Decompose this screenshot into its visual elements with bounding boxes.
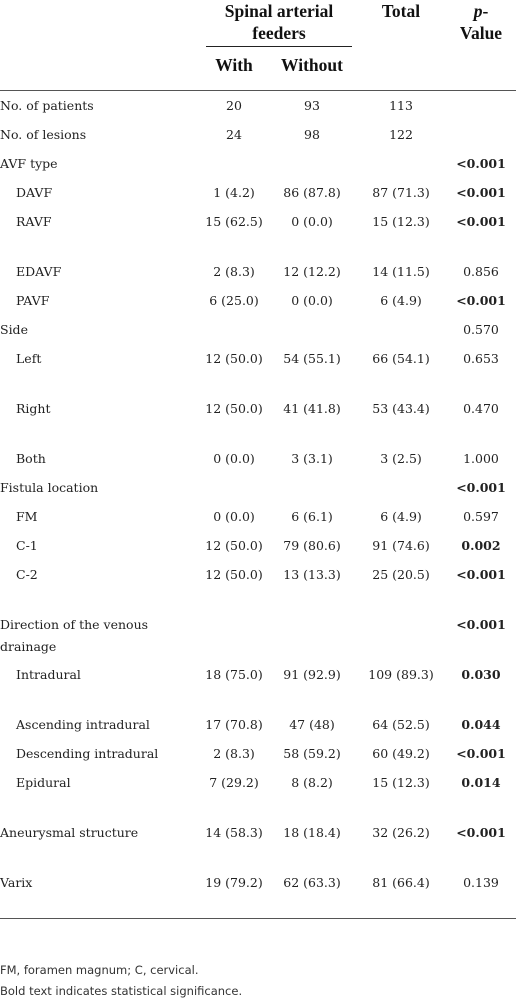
- cell-without: [268, 660, 356, 710]
- cell-without-text: 62 (63.3): [283, 875, 341, 890]
- cell-with: [200, 207, 268, 257]
- cell-total: [356, 502, 446, 531]
- row-label: [0, 149, 200, 178]
- table-row: [0, 560, 516, 610]
- row-label-text: Varix: [0, 875, 33, 890]
- cell-pvalue: [446, 502, 516, 531]
- cell-without-text: 8 (8.2): [291, 775, 333, 790]
- header-total: Total: [381, 1, 421, 21]
- row-label-text: Intradural: [16, 667, 81, 682]
- cell-with: [200, 315, 268, 344]
- table-row: [0, 286, 516, 315]
- cell-without: [268, 394, 356, 444]
- cell-total-text: 32 (26.2): [372, 825, 430, 840]
- cell-without-text: 86 (87.8): [283, 185, 341, 200]
- cell-pvalue-text: <0.001: [456, 617, 506, 632]
- row-label-text: RAVF: [16, 214, 52, 229]
- cell-without: [268, 473, 356, 502]
- cell-without-text: 58 (59.2): [283, 746, 341, 761]
- row-label-text: FM: [16, 509, 38, 524]
- cell-with-text: 1 (4.2): [213, 185, 255, 200]
- cell-without: [268, 818, 356, 868]
- cell-pvalue-text: 0.470: [463, 401, 499, 416]
- cell-pvalue: [446, 120, 516, 149]
- cell-with-text: 6 (25.0): [209, 293, 259, 308]
- cell-total: [356, 868, 446, 919]
- header-pvalue: [446, 0, 516, 86]
- cell-pvalue: [446, 178, 516, 207]
- cell-pvalue-text: 1.000: [463, 451, 499, 466]
- cell-total-text: 15 (12.3): [372, 775, 430, 790]
- header-feeders: [200, 0, 356, 48]
- header-feeders-label: Spinal arterial feeders: [206, 0, 352, 47]
- cell-without: [268, 444, 356, 473]
- row-label-text: No. of patients: [0, 98, 94, 113]
- cell-without: [268, 739, 356, 768]
- cell-pvalue-text: 0.044: [461, 717, 501, 732]
- cell-without-text: 6 (6.1): [291, 509, 333, 524]
- cell-without: [268, 315, 356, 344]
- cell-pvalue-text: <0.001: [456, 293, 506, 308]
- cell-with: [200, 768, 268, 818]
- cell-pvalue-text: 0.653: [463, 351, 499, 366]
- table-row: [0, 660, 516, 710]
- cell-with: [200, 818, 268, 868]
- cell-total-text: 109 (89.3): [368, 667, 434, 682]
- row-label: [0, 315, 200, 344]
- cell-with: [200, 91, 268, 121]
- cell-pvalue: [446, 91, 516, 121]
- cell-without: [268, 868, 356, 919]
- cell-pvalue-text: <0.001: [456, 156, 506, 171]
- cell-with-text: 7 (29.2): [209, 775, 259, 790]
- cell-total-text: 53 (43.4): [372, 401, 430, 416]
- cell-without: [268, 610, 356, 660]
- cell-total: [356, 178, 446, 207]
- cell-total-text: 15 (12.3): [372, 214, 430, 229]
- table-row: [0, 257, 516, 286]
- table-row: [0, 739, 516, 768]
- cell-total-text: 60 (49.2): [372, 746, 430, 761]
- row-label: [0, 344, 200, 394]
- header-with: With: [215, 55, 253, 75]
- cell-with: [200, 531, 268, 560]
- cell-total: [356, 739, 446, 768]
- cell-pvalue: [446, 768, 516, 818]
- cell-with-text: 2 (8.3): [213, 746, 255, 761]
- cell-pvalue-text: <0.001: [456, 480, 506, 495]
- cell-with-text: 0 (0.0): [213, 509, 255, 524]
- row-label-text: Right: [16, 401, 51, 416]
- table-row: [0, 768, 516, 818]
- footnote-abbrev: FM, foramen magnum; C, cervical.: [0, 963, 199, 977]
- table-row: [0, 444, 516, 473]
- cell-total: [356, 91, 446, 121]
- cell-with-text: 18 (75.0): [205, 667, 263, 682]
- cell-total: [356, 444, 446, 473]
- cell-total: [356, 560, 446, 610]
- row-label-text: Descending intradural: [16, 746, 159, 761]
- cell-without: [268, 207, 356, 257]
- row-label-text: AVF type: [0, 156, 58, 171]
- cell-without-text: 18 (18.4): [283, 825, 341, 840]
- cell-total-text: 66 (54.1): [372, 351, 430, 366]
- row-label: [0, 502, 200, 531]
- cell-pvalue: [446, 473, 516, 502]
- cell-with-text: 12 (50.0): [205, 538, 263, 553]
- cell-total-text: 122: [389, 127, 413, 142]
- row-label: [0, 531, 200, 560]
- cell-pvalue: [446, 207, 516, 257]
- table-row: [0, 473, 516, 502]
- row-label: [0, 286, 200, 315]
- cell-pvalue: [446, 818, 516, 868]
- table-row: [0, 531, 516, 560]
- table-row: [0, 315, 516, 344]
- cell-total-text: 6 (4.9): [380, 509, 422, 524]
- cell-without-text: 79 (80.6): [283, 538, 341, 553]
- cell-without: [268, 149, 356, 178]
- cell-pvalue: [446, 257, 516, 286]
- cell-with: [200, 178, 268, 207]
- cell-without: [268, 768, 356, 818]
- cell-without-text: 0 (0.0): [291, 214, 333, 229]
- row-label: [0, 560, 200, 610]
- cell-with-text: 0 (0.0): [213, 451, 255, 466]
- row-label: [0, 444, 200, 473]
- cell-with: [200, 257, 268, 286]
- cell-total-text: 81 (66.4): [372, 875, 430, 890]
- row-label-text: EDAVF: [16, 264, 62, 279]
- cell-with: [200, 394, 268, 444]
- cell-without: [268, 502, 356, 531]
- cell-pvalue: [446, 394, 516, 444]
- cell-pvalue-text: <0.001: [456, 185, 506, 200]
- cell-without-text: 13 (13.3): [283, 567, 341, 582]
- cell-pvalue: [446, 444, 516, 473]
- row-label-text: DAVF: [16, 185, 53, 200]
- table-row: [0, 710, 516, 739]
- cell-pvalue-text: 0.139: [463, 875, 499, 890]
- cell-with: [200, 149, 268, 178]
- cell-with: [200, 739, 268, 768]
- table-row: [0, 818, 516, 868]
- cell-without: [268, 286, 356, 315]
- row-label: [0, 818, 200, 868]
- cell-pvalue: [446, 286, 516, 315]
- cell-with: [200, 502, 268, 531]
- header-row-1: [0, 0, 516, 48]
- row-label: [0, 207, 200, 257]
- cell-with: [200, 444, 268, 473]
- cell-total: [356, 315, 446, 344]
- cell-pvalue-text: 0.002: [461, 538, 501, 553]
- row-label: [0, 394, 200, 444]
- cell-total-text: 3 (2.5): [380, 451, 422, 466]
- cell-pvalue: [446, 710, 516, 739]
- cell-pvalue: [446, 315, 516, 344]
- row-label: [0, 610, 200, 660]
- row-label: [0, 257, 200, 286]
- header-pvalue-p: p: [473, 1, 483, 21]
- cell-total: [356, 257, 446, 286]
- cell-with-text: 19 (79.2): [205, 875, 263, 890]
- table-row: [0, 868, 516, 919]
- header-without: Without: [281, 55, 343, 75]
- row-label-text: No. of lesions: [0, 127, 87, 142]
- row-label: [0, 768, 200, 818]
- cell-with-text: 2 (8.3): [213, 264, 255, 279]
- cell-with: [200, 344, 268, 394]
- table-row: [0, 502, 516, 531]
- cell-without-text: 91 (92.9): [283, 667, 341, 682]
- header-pvalue-dash: -: [482, 1, 489, 21]
- cell-with: [200, 473, 268, 502]
- cell-pvalue-text: 0.570: [463, 322, 499, 337]
- cell-with-text: 24: [226, 127, 242, 142]
- cell-total: [356, 818, 446, 868]
- row-label-text: Epidural: [16, 775, 71, 790]
- row-label: [0, 660, 200, 710]
- cell-pvalue-text: <0.001: [456, 746, 506, 761]
- cell-total-text: 25 (20.5): [372, 567, 430, 582]
- cell-pvalue-text: 0.030: [461, 667, 501, 682]
- row-label: [0, 91, 200, 121]
- row-label-text: Left: [16, 351, 42, 366]
- cell-with-text: 20: [226, 98, 242, 113]
- row-label: [0, 120, 200, 149]
- table-body: [0, 91, 516, 919]
- row-label-text: Fistula location: [0, 480, 99, 495]
- cell-total-text: 91 (74.6): [372, 538, 430, 553]
- row-label-text: PAVF: [16, 293, 50, 308]
- table-row: [0, 394, 516, 444]
- cell-total-text: 87 (71.3): [372, 185, 430, 200]
- cell-total: [356, 394, 446, 444]
- cell-with-text: 15 (62.5): [205, 214, 263, 229]
- cell-with: [200, 660, 268, 710]
- table-row: [0, 91, 516, 121]
- cell-pvalue: [446, 531, 516, 560]
- cell-with-text: 12 (50.0): [205, 351, 263, 366]
- cell-total: [356, 473, 446, 502]
- cell-with-text: 17 (70.8): [205, 717, 263, 732]
- cell-total: [356, 286, 446, 315]
- row-label-text: Side: [0, 322, 28, 337]
- table-row: [0, 344, 516, 394]
- cell-with: [200, 120, 268, 149]
- cell-without: [268, 560, 356, 610]
- cell-without-text: 54 (55.1): [283, 351, 341, 366]
- cell-total: [356, 344, 446, 394]
- cell-without: [268, 257, 356, 286]
- cell-without: [268, 91, 356, 121]
- cell-without-text: 0 (0.0): [291, 293, 333, 308]
- cell-with: [200, 560, 268, 610]
- table-row: [0, 207, 516, 257]
- cell-without-text: 12 (12.2): [283, 264, 341, 279]
- cell-without: [268, 178, 356, 207]
- cell-total: [356, 710, 446, 739]
- cell-total: [356, 768, 446, 818]
- row-label: [0, 868, 200, 919]
- cell-pvalue-text: 0.856: [463, 264, 499, 279]
- cell-pvalue-text: <0.001: [456, 825, 506, 840]
- cell-without: [268, 344, 356, 394]
- row-label-text: C-2: [16, 567, 38, 582]
- cell-total: [356, 531, 446, 560]
- cell-total: [356, 660, 446, 710]
- cell-without-text: 98: [304, 127, 320, 142]
- cell-without: [268, 120, 356, 149]
- cell-with-text: 12 (50.0): [205, 567, 263, 582]
- table-row: [0, 120, 516, 149]
- row-label-text: Direction of the venous drainage: [0, 617, 149, 654]
- cell-pvalue-text: 0.597: [463, 509, 499, 524]
- cell-without-text: 47 (48): [289, 717, 335, 732]
- row-label: [0, 710, 200, 739]
- cell-pvalue: [446, 344, 516, 394]
- cell-pvalue-text: <0.001: [456, 567, 506, 582]
- cell-without: [268, 531, 356, 560]
- cell-with: [200, 610, 268, 660]
- cell-total: [356, 207, 446, 257]
- cell-total-text: 113: [389, 98, 413, 113]
- table-row: [0, 149, 516, 178]
- cell-total: [356, 610, 446, 660]
- cell-pvalue-text: <0.001: [456, 214, 506, 229]
- cell-pvalue: [446, 560, 516, 610]
- cell-without-text: 3 (3.1): [291, 451, 333, 466]
- cell-without: [268, 710, 356, 739]
- row-label-text: C-1: [16, 538, 38, 553]
- row-label: [0, 739, 200, 768]
- cell-without-text: 41 (41.8): [283, 401, 341, 416]
- row-label-text: Both: [16, 451, 46, 466]
- cell-with: [200, 710, 268, 739]
- cell-total-text: 14 (11.5): [372, 264, 430, 279]
- cell-with-text: 12 (50.0): [205, 401, 263, 416]
- cell-with: [200, 286, 268, 315]
- footnote-bold-note: Bold text indicates statistical significance.: [0, 984, 243, 998]
- cell-pvalue: [446, 660, 516, 710]
- cell-pvalue: [446, 739, 516, 768]
- cell-pvalue: [446, 610, 516, 660]
- row-label: [0, 178, 200, 207]
- header-pvalue-value: Value: [459, 23, 503, 43]
- row-label-text: Ascending intradural: [16, 717, 150, 732]
- cell-pvalue-text: 0.014: [461, 775, 501, 790]
- cell-with: [200, 868, 268, 919]
- cell-pvalue: [446, 868, 516, 919]
- row-label: [0, 473, 200, 502]
- cell-pvalue: [446, 149, 516, 178]
- cell-total: [356, 120, 446, 149]
- cell-without-text: 93: [304, 98, 320, 113]
- cell-total-text: 64 (52.5): [372, 717, 430, 732]
- header-blank-2: [0, 48, 200, 86]
- cell-with-text: 14 (58.3): [205, 825, 263, 840]
- table-row: [0, 610, 516, 660]
- table-row: [0, 178, 516, 207]
- header-blank: [0, 0, 200, 48]
- row-label-text: Aneurysmal structure: [0, 825, 139, 840]
- cell-total-text: 6 (4.9): [380, 293, 422, 308]
- cell-total: [356, 149, 446, 178]
